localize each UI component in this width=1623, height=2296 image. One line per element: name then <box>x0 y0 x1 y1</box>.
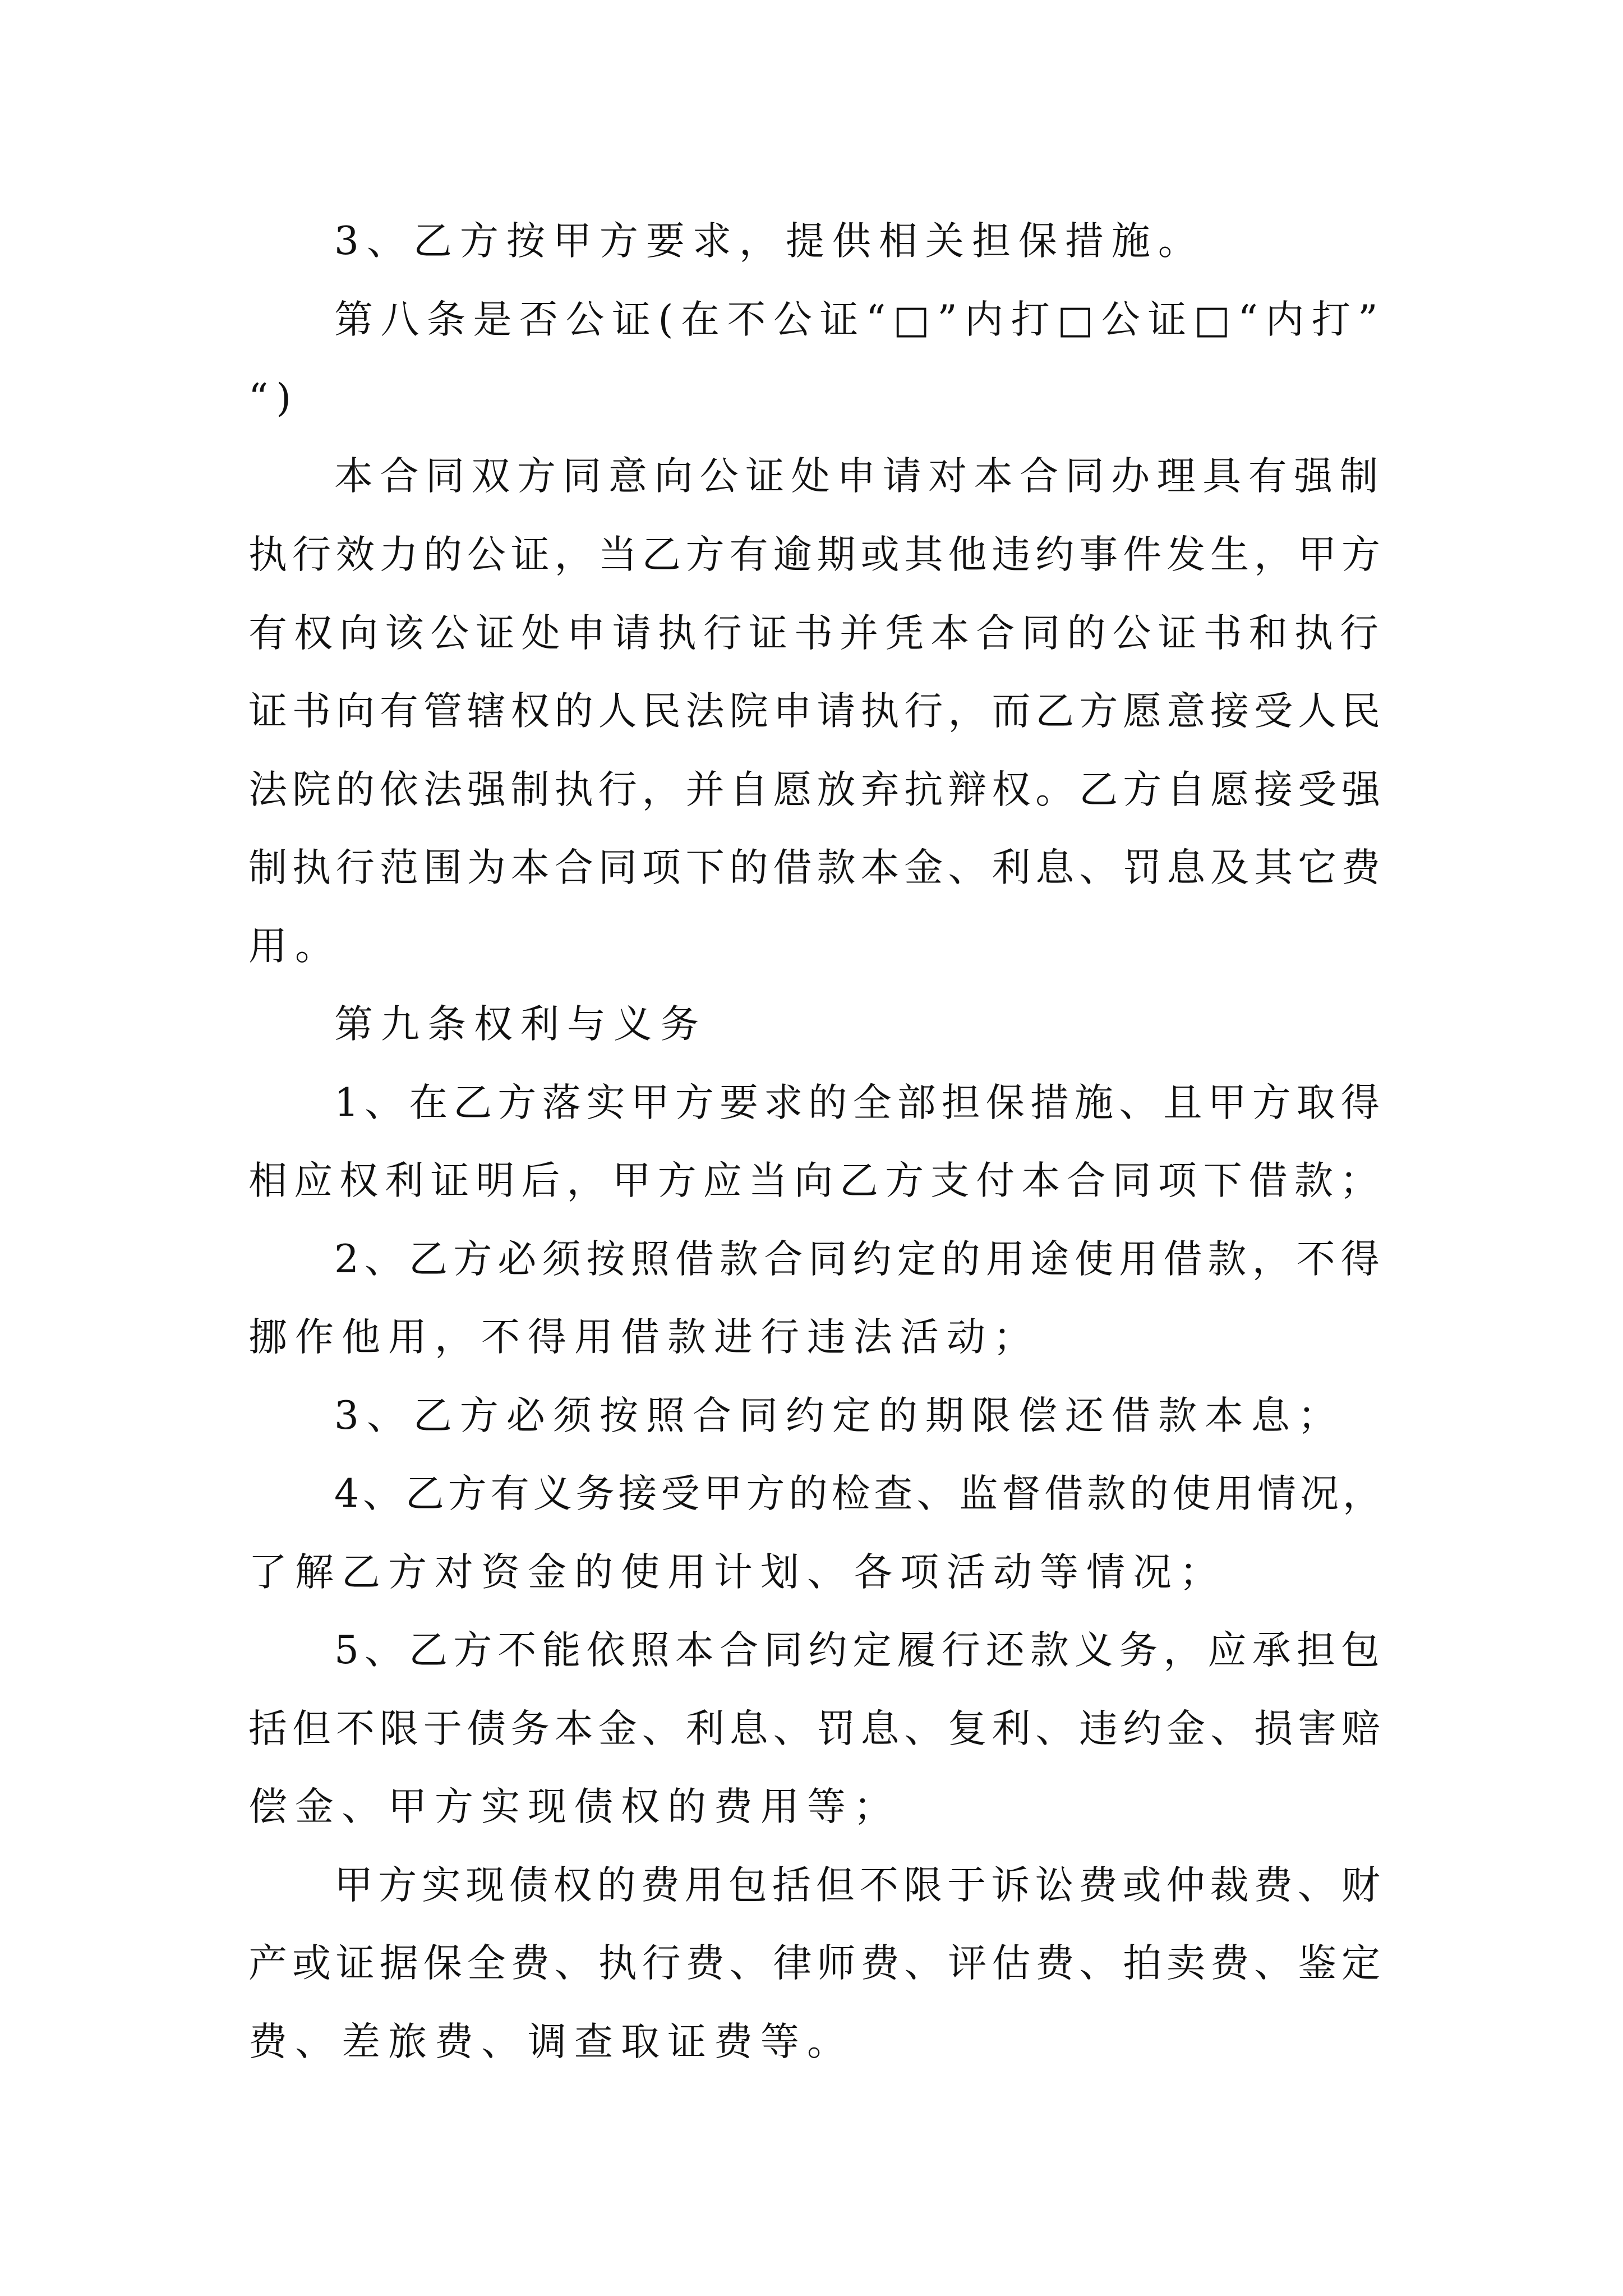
article-8-heading-cont: “) <box>248 376 299 421</box>
article-9-item-1-line-2: 相应权利证明后，甲方应当向乙方支付本合同项下借款； <box>248 1158 1385 1203</box>
clause-7-item-3: 3、乙方按甲方要求，提供相关担保措施。 <box>334 219 1205 264</box>
article-9-item-3: 3、乙方必须按照合同约定的期限偿还借款本息； <box>334 1393 1344 1438</box>
article-9-item-5-line-2: 括但不限于债务本金、利息、罚息、复利、违约金、损害赔 <box>248 1706 1385 1751</box>
article-9-item-2-line-1: 2、乙方必须按照借款合同约定的用途使用借款，不得 <box>334 1237 1385 1282</box>
article-8-paragraph-line-7: 用。 <box>248 924 342 969</box>
article-8-paragraph-line-4: 证书向有管辖权的人民法院申请执行，而乙方愿意接受人民 <box>248 689 1385 734</box>
article-9-item-1-line-1: 1、在乙方落实甲方要求的全部担保措施、且甲方取得 <box>334 1080 1385 1125</box>
article-9-item-2-line-2: 挪作他用，不得用借款进行违法活动； <box>248 1315 1040 1360</box>
article-9-item-4-line-2: 了解乙方对资金的使用计划、各项活动等情况； <box>248 1550 1226 1595</box>
article-9-costs-line-3: 费、差旅费、调查取证费等。 <box>248 2019 854 2064</box>
article-9-costs-line-2: 产或证据保全费、执行费、律师费、评估费、拍卖费、鉴定 <box>248 1941 1385 1986</box>
article-9-item-5-line-1: 5、乙方不能依照本合同约定履行还款义务，应承担包 <box>334 1628 1385 1673</box>
article-9-heading: 第九条权利与义务 <box>334 1002 707 1047</box>
article-9-item-5-line-3: 偿金、甲方实现债权的费用等； <box>248 1784 900 1829</box>
article-8-paragraph-line-3: 有权向该公证处申请执行证书并凭本合同的公证书和执行 <box>248 611 1385 656</box>
article-8-heading: 第八条是否公证(在不公证“□”内打□公证□“内打” <box>334 297 1385 342</box>
article-8-paragraph-line-5: 法院的依法强制执行，并自愿放弃抗辩权。乙方自愿接受强 <box>248 767 1385 812</box>
article-8-paragraph-line-2: 执行效力的公证，当乙方有逾期或其他违约事件发生，甲方 <box>248 532 1385 577</box>
article-8-paragraph-line-6: 制执行范围为本合同项下的借款本金、利息、罚息及其它费 <box>248 845 1385 890</box>
article-9-item-4-line-1: 4、乙方有义务接受甲方的检查、监督借款的使用情况， <box>334 1471 1385 1516</box>
article-8-paragraph-line-1: 本合同双方同意向公证处申请对本合同办理具有强制 <box>334 454 1385 499</box>
article-9-costs-line-1: 甲方实现债权的费用包括但不限于诉讼费或仲裁费、财 <box>334 1863 1385 1908</box>
